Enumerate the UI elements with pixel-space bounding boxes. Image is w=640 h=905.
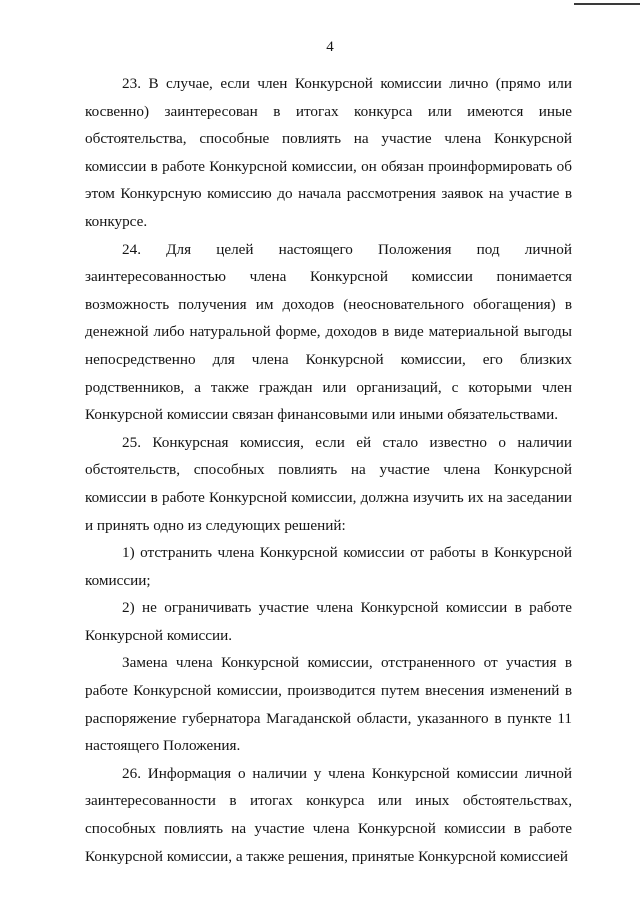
document-body [85,70,572,870]
scan-edge-mark [574,3,640,5]
paragraph-26: 26. Информация о наличии у члена Конкурсной комиссии личной заинтересованности в итогах конкурса или иных обстоятельствах, способных повлиять на участие члена Конкурсной комиссии в работе Конкурсной комиссии, а также решения, принятые Конкурсной комиссией [85,764,572,865]
paragraph-replacement: Замена члена Конкурсной комиссии, отстраненного от участия в работе Конкурсной комиссии, производится путем внесения изменений в распоряжение губернатора Магаданской области, указанного в пункте 11 настоящего Положения. [85,654,572,755]
list-item-option-1: 1) отстранить члена Конкурсной комиссии от работы в Конкурсной комиссии; [85,544,572,589]
page-number: 4 [326,39,334,55]
paragraph-25: 25. Конкурсная комиссия, если ей стало известно о наличии обстоятельств, способных повлиять на участие члена Конкурсной комиссии в работе Конкурсной комиссии, должна изучить их на заседании и принять одно из следующих решений: [85,433,572,534]
paragraph-23: 23. В случае, если член Конкурсной комиссии лично (прямо или косвенно) заинтересован в итогах конкурса или имеются иные обстоятельства, способные повлиять на участие члена Конкурсной комиссии в работе Конкурсной комиссии, он обязан проинформировать об этом Конкурсную комиссию до начала рассмотрения заявок на участие в конкурсе. [85,75,572,230]
paragraph-24: 24. Для целей настоящего Положения под личной заинтересованностью члена Конкурсной комиссии понимается возможность получения им доходов (неосновательного обогащения) в денежной либо натуральной форме, доходов в виде материальной выгоды непосредственно для члена Конкурсной комиссии, его близких родственников, а также граждан или организаций, с которыми член Конкурсной комиссии связан финансовыми или иными обязательствами. [85,240,572,424]
list-item-option-2: 2) не ограничивать участие члена Конкурсной комиссии в работе Конкурсной комиссии. [85,599,572,644]
